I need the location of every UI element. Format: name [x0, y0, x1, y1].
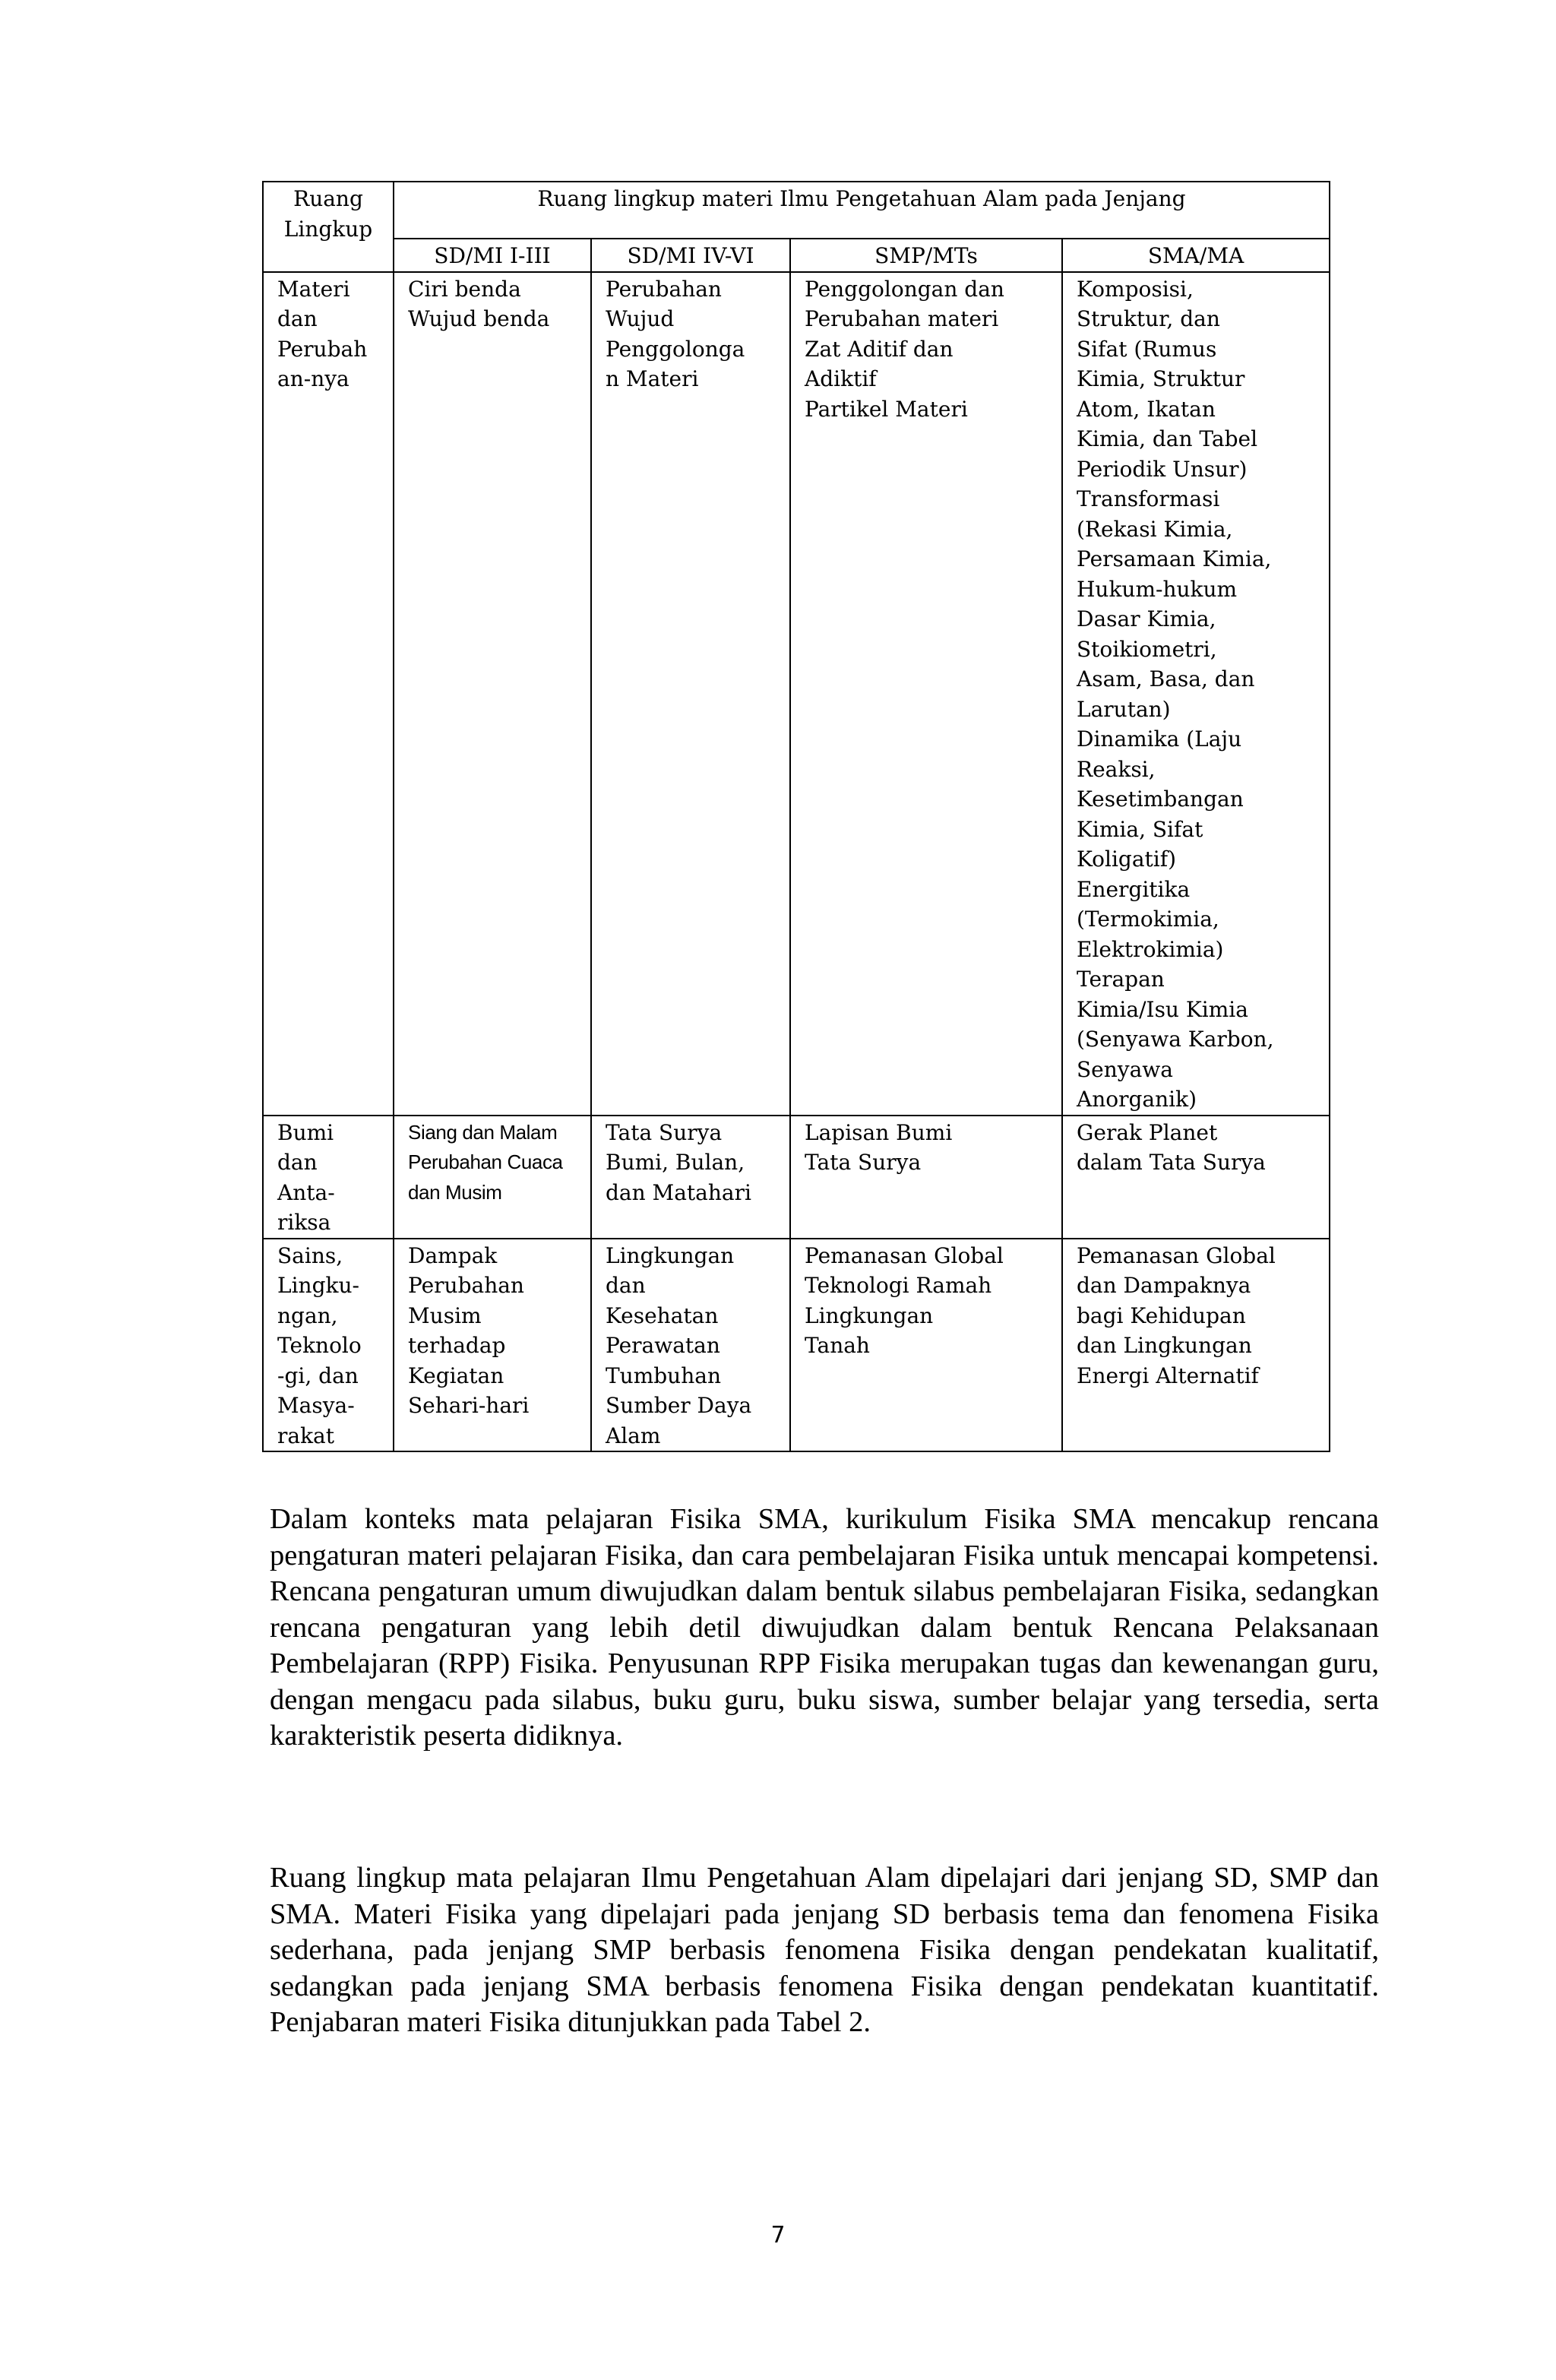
cell-line: Perubah [277, 336, 368, 362]
cell-line: Periodik Unsur) [1077, 456, 1248, 482]
cell-line: Kimia, Struktur [1077, 366, 1245, 391]
cell-line: -gi, dan [277, 1362, 359, 1388]
cell-line: Lapisan Bumi [805, 1119, 953, 1145]
cell-line: Materi [277, 276, 350, 302]
cell-line: (Termokimia, [1077, 907, 1219, 932]
cell-line: Struktur, dan [1077, 306, 1220, 331]
table-cell [790, 1239, 1062, 1452]
cell-line: Kimia/Isu Kimia [1077, 996, 1248, 1022]
scope-cell [263, 1116, 394, 1239]
cell-line: Terapan [1077, 967, 1165, 992]
cell-line: Kegiatan [408, 1362, 504, 1388]
table-cell [790, 1116, 1062, 1239]
header-scope-line: Ruang [293, 186, 363, 211]
cell-line: Stoikiometri, [1077, 636, 1217, 662]
cell-line: Lingkungan [805, 1302, 934, 1328]
cell-line: Pemanasan Global [1077, 1242, 1276, 1268]
cell-line: dan Dampaknya [1077, 1273, 1251, 1298]
cell-line: Larutan) [1077, 696, 1171, 722]
cell-line: Masya- [277, 1393, 355, 1418]
body-paragraph: Ruang lingkup mata pelajaran Ilmu Pengetahuan Alam dipelajari dari jenjang SD, SMP dan SMA. Materi Fisika yang dipelajari pada jenjang SD berbasis tema dan fenomena Fisika sederhana, pada jenjang SMP berbasis fenomena Fisika dengan pendekatan kualitatif, sedangkan pada jenjang SMA berbasis fenomena Fisika dengan pendekatan kuantitatif. Penjabaran materi Fisika ditunjukkan pada Tabel 2. [270, 1862, 1379, 2038]
cell-line: Tanah [805, 1333, 870, 1358]
cell-line: Penggolonga [606, 336, 745, 362]
cell-line: dan [606, 1273, 646, 1298]
cell-line: Perubahan [408, 1273, 524, 1298]
cell-line: Tata Surya [805, 1150, 922, 1175]
cell-line: riksa [277, 1210, 331, 1235]
table-header-row [263, 182, 1330, 239]
table-row [263, 1116, 1330, 1239]
cell-line: Reaksi, [1077, 756, 1156, 782]
cell-line: Bumi, Bulan, [606, 1150, 745, 1175]
cell-line: n Materi [606, 366, 699, 391]
cell-line: dan [277, 306, 318, 331]
header-scope-cell [263, 182, 394, 272]
page-number: 7 [770, 2222, 786, 2249]
cell-line: dan Matahari [606, 1179, 751, 1205]
level-sd-4-6: SD/MI IV-VI [591, 239, 790, 272]
cell-line: Sumber Daya [606, 1393, 752, 1418]
table-row [263, 272, 1330, 1116]
cell-line: Sifat (Rumus [1077, 336, 1217, 362]
cell-line: Lingku- [277, 1273, 359, 1298]
cell-line: Anta- [277, 1179, 335, 1205]
cell-line: Dasar Kimia, [1077, 606, 1216, 631]
cell-line: Wujud benda [408, 306, 550, 331]
table-cell [1062, 272, 1330, 1116]
cell-line: Hukum-hukum [1077, 576, 1238, 602]
table-cell [394, 272, 591, 1116]
cell-line: dan [277, 1150, 318, 1175]
cell-line: Partikel Materi [805, 396, 968, 422]
cell-line: ngan, [277, 1302, 338, 1328]
cell-line: Tumbuhan [606, 1362, 721, 1388]
header-span-title: Ruang lingkup materi Ilmu Pengetahuan Alam pada Jenjang [394, 182, 1330, 239]
cell-line: Komposisi, [1077, 276, 1194, 302]
cell-line: Ciri benda [408, 276, 521, 302]
table-cell [1062, 1116, 1330, 1239]
cell-line: Asam, Basa, dan [1077, 666, 1255, 692]
cell-line: Tata Surya [606, 1119, 723, 1145]
cell-line: (Rekasi Kimia, [1077, 516, 1233, 542]
cell-line: Transformasi [1077, 486, 1220, 511]
cell-line: Sehari-hari [408, 1393, 530, 1418]
level-smp: SMP/MTs [790, 239, 1062, 272]
table-row [263, 1239, 1330, 1452]
scope-cell [263, 1239, 394, 1452]
cell-line: dan Musim [408, 1180, 502, 1204]
cell-line: Senyawa [1077, 1056, 1173, 1082]
table-cell [790, 272, 1062, 1116]
cell-line: Koligatif) [1077, 847, 1177, 872]
cell-line: Energi Alternatif [1077, 1362, 1259, 1388]
cell-line: Alam [606, 1423, 661, 1448]
table-cell [394, 1116, 591, 1239]
cell-line: Teknolo [277, 1333, 362, 1358]
cell-line: Kesehatan [606, 1302, 719, 1328]
cell-line: Dampak [408, 1242, 498, 1268]
cell-line: terhadap [408, 1333, 506, 1358]
cell-line: Gerak Planet [1077, 1119, 1218, 1145]
table-cell [591, 272, 790, 1116]
cell-line: Kimia, dan Tabel [1077, 426, 1258, 451]
header-scope-line: Lingkup [283, 216, 373, 242]
cell-line: Penggolongan dan [805, 276, 1004, 302]
cell-line: Perubahan Cuaca [408, 1150, 563, 1173]
table-cell [591, 1239, 790, 1452]
cell-line: Elektrokimia) [1077, 936, 1224, 962]
scope-table [262, 181, 1330, 1452]
cell-line: Wujud [606, 306, 675, 331]
cell-line: Zat Aditif dan [805, 336, 954, 362]
cell-line: an-nya [277, 366, 349, 391]
cell-line: Energitika [1077, 876, 1191, 902]
cell-line: Bumi [277, 1119, 334, 1145]
cell-line: Musim [408, 1302, 482, 1328]
level-sma: SMA/MA [1062, 239, 1330, 272]
table-level-row [263, 239, 1330, 272]
cell-line: Adiktif [805, 366, 877, 391]
cell-line: Perawatan [606, 1333, 720, 1358]
cell-line: dalam Tata Surya [1077, 1150, 1266, 1175]
cell-line: Kimia, Sifat [1077, 816, 1203, 842]
cell-line: bagi Kehidupan [1077, 1302, 1246, 1328]
body-paragraph: Dalam konteks mata pelajaran Fisika SMA, kurikulum Fisika SMA mencakup rencana pengaturan materi pelajaran Fisika, dan cara pembelajaran Fisika untuk mencapai kompetensi. Rencana pengaturan umum diwujudkan dalam bentuk silabus pembelajaran Fisika, sedangkan rencana pengaturan yang lebih detil diwujudkan dalam bentuk Rencana Pelaksanaan Pembelajaran (RPP) Fisika. Penyusunan RPP Fisika merupakan tugas dan kewenangan guru, dengan mengacu pada silabus, buku guru, buku siswa, sumber belajar yang tersedia, serta karakteristik peserta didiknya. [270, 1503, 1379, 1752]
cell-line: Atom, Ikatan [1077, 396, 1216, 422]
cell-line: Lingkungan [606, 1242, 735, 1268]
cell-line: Kesetimbangan [1077, 786, 1244, 812]
table-cell [394, 1239, 591, 1452]
cell-line: Sains, [277, 1242, 343, 1268]
cell-line: Anorganik) [1077, 1087, 1197, 1112]
level-sd-1-3: SD/MI I-III [394, 239, 591, 272]
cell-line: Dinamika (Laju [1077, 726, 1242, 752]
cell-line: Perubahan materi [805, 306, 999, 331]
cell-line: Perubahan [606, 276, 722, 302]
cell-line: Pemanasan Global [805, 1242, 1004, 1268]
cell-line: rakat [277, 1423, 334, 1448]
cell-line: (Senyawa Karbon, [1077, 1027, 1274, 1052]
cell-line: Persamaan Kimia, [1077, 546, 1272, 571]
table-cell [1062, 1239, 1330, 1452]
scope-cell [263, 272, 394, 1116]
table-cell [591, 1116, 790, 1239]
cell-line: Siang dan Malam [408, 1120, 558, 1144]
cell-line: Teknologi Ramah [805, 1273, 992, 1298]
cell-line: dan Lingkungan [1077, 1333, 1252, 1358]
